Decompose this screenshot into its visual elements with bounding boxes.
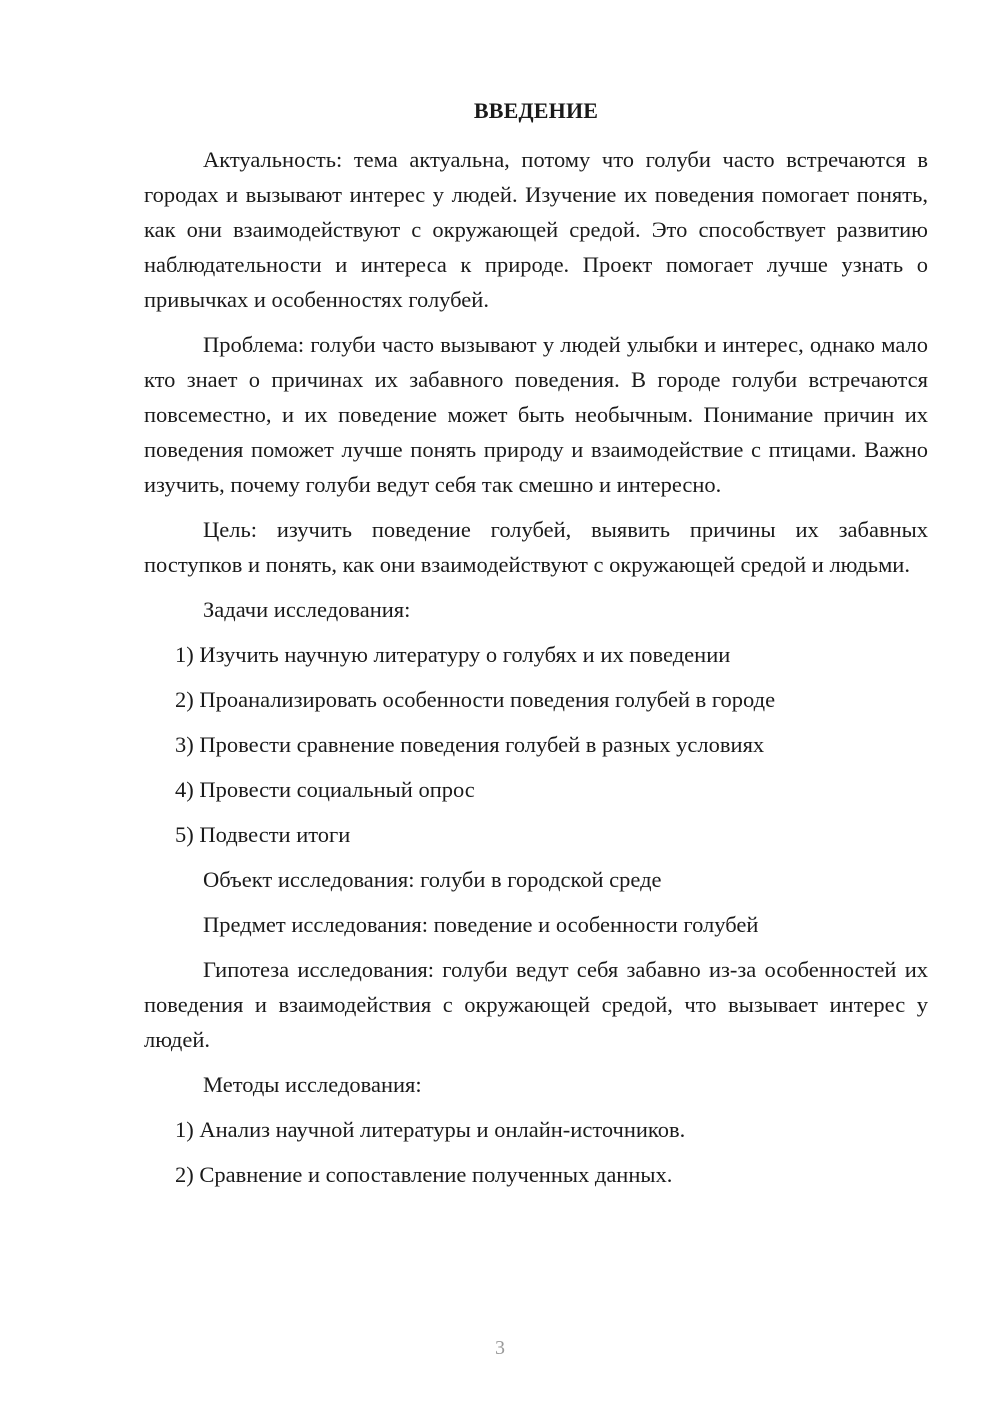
page-title: ВВЕДЕНИЕ [473,98,599,123]
task-item: 5) Подвести итоги [175,822,351,847]
page-number: 3 [495,1337,505,1359]
relevance-paragraph: Актуальность: тема актуальна, потому что голуби часто встречаются в городах и вызывают интерес у людей. Изучение их поведения помогает понять, как они взаимодействуют с окружающей средой. Это способствует развитию наблюдательности и интереса к природе. Проект помогает лучше узнать о привычках и особенностях голубей. [144,147,928,312]
research-subject: Предмет исследования: поведение и особенности голубей [203,912,759,937]
problem-paragraph: Проблема: голуби часто вызывают у людей улыбки и интерес, однако мало кто знает о причинах их забавного поведения. В городе голуби встречаются повсеместно, и их поведение может быть необычным. Понимание причин их поведения поможет лучше понять природу и взаимодействие с птицами. Важно изучить, почему голуби ведут себя так смешно и интересно. [144,332,928,497]
tasks-heading: Задачи исследования: [203,597,411,622]
method-item: 1) Анализ научной литературы и онлайн-источников. [175,1117,686,1142]
task-item: 1) Изучить научную литературу о голубях и их поведении [175,642,731,667]
research-object: Объект исследования: голуби в городской среде [203,867,662,892]
method-item: 2) Сравнение и сопоставление полученных данных. [175,1162,673,1187]
task-item: 4) Провести социальный опрос [175,777,475,802]
methods-heading: Методы исследования: [203,1072,422,1097]
document-body [144,142,928,1202]
task-item: 2) Проанализировать особенности поведения голубей в городе [175,687,776,712]
hypothesis-paragraph: Гипотеза исследования: голуби ведут себя забавно из-за особенностей их поведения и взаимодействия с окружающей средой, что вызывает интерес у людей. [144,957,928,1052]
goal-paragraph: Цель: изучить поведение голубей, выявить причины их забавных поступков и понять, как они взаимодействуют с окружающей средой и людьми. [144,517,928,577]
task-item: 3) Провести сравнение поведения голубей в разных условиях [175,732,765,757]
